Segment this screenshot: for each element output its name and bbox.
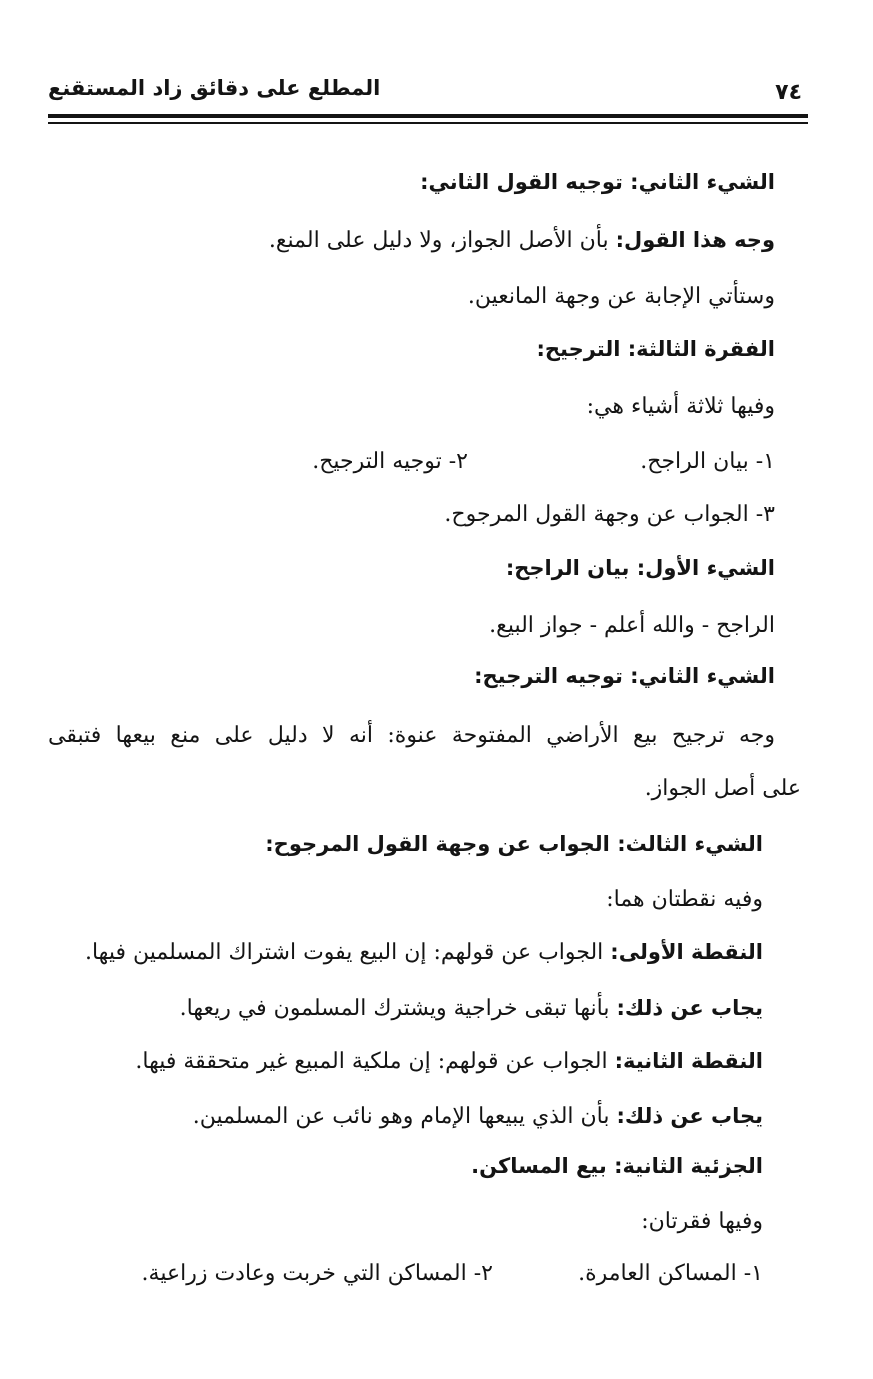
heading-third-thing: الشيء الثالث: الجواب عن وجهة القول المرجوح: [265, 832, 763, 856]
paragraph-preferred: الراجح - والله أعلم - جواز البيع. [489, 613, 775, 638]
list-item-1: ١- بيان الراجح. [640, 449, 775, 474]
heading-second-part: الجزئية الثانية: بيع المساكن. [471, 1154, 763, 1178]
list-item-dwellings-1: ١- المساكن العامرة. [578, 1261, 763, 1286]
paragraph-opinion-basis: وجه هذا القول: بأن الأصل الجواز، ولا دليل على المنع. [268, 228, 775, 253]
heading-second-opinion: الشيء الثاني: توجيه القول الثاني: [420, 170, 775, 194]
paragraph-two-points: وفيه نقطتان هما: [606, 887, 763, 912]
list-item-3: ٣- الجواب عن وجهة القول المرجوح. [444, 502, 775, 527]
page-number: ٧٤ [775, 80, 802, 105]
heading-second-thing: الشيء الثاني: توجيه الترجيح: [474, 664, 775, 688]
paragraph-three-things: وفيها ثلاثة أشياء هي: [586, 394, 775, 419]
list-item-2: ٢- توجيه الترجيح. [312, 449, 468, 474]
heading-tarjih: الفقرة الثالثة: الترجيح: [536, 337, 775, 361]
paragraph-two-sections: وفيها فقرتان: [641, 1209, 763, 1234]
header-rule-thin [48, 122, 808, 124]
paragraph-upcoming-answer: وستأتي الإجابة عن وجهة المانعين. [467, 284, 775, 309]
running-title: المطلع على دقائق زاد المستقنع [48, 76, 381, 100]
list-item-dwellings-2: ٢- المساكن التي خربت وعادت زراعية. [141, 1261, 493, 1286]
header-rule-thick [48, 114, 808, 118]
paragraph-tarjih-reason: وجه ترجيح بيع الأراضي المفتوحة عنوة: أنه لا دليل على منع بيعها فتبقى [48, 723, 775, 748]
paragraph-answer-two: يجاب عن ذلك: بأن الذي يبيعها الإمام وهو نائب عن المسلمين. [192, 1104, 763, 1129]
heading-first-thing: الشيء الأول: بيان الراجح: [505, 556, 775, 580]
paragraph-answer-one: يجاب عن ذلك: بأنها تبقى خراجية ويشترك المسلمون في ريعها. [179, 996, 763, 1021]
paragraph-point-one: النقطة الأولى: الجواب عن قولهم: إن البيع يفوت اشتراك المسلمين فيها. [84, 940, 763, 965]
page-header [48, 70, 808, 112]
paragraph-tarjih-reason-cont: على أصل الجواز. [644, 776, 801, 801]
paragraph-point-two: النقطة الثانية: الجواب عن قولهم: إن ملكية المبيع غير متحققة فيها. [135, 1049, 763, 1074]
